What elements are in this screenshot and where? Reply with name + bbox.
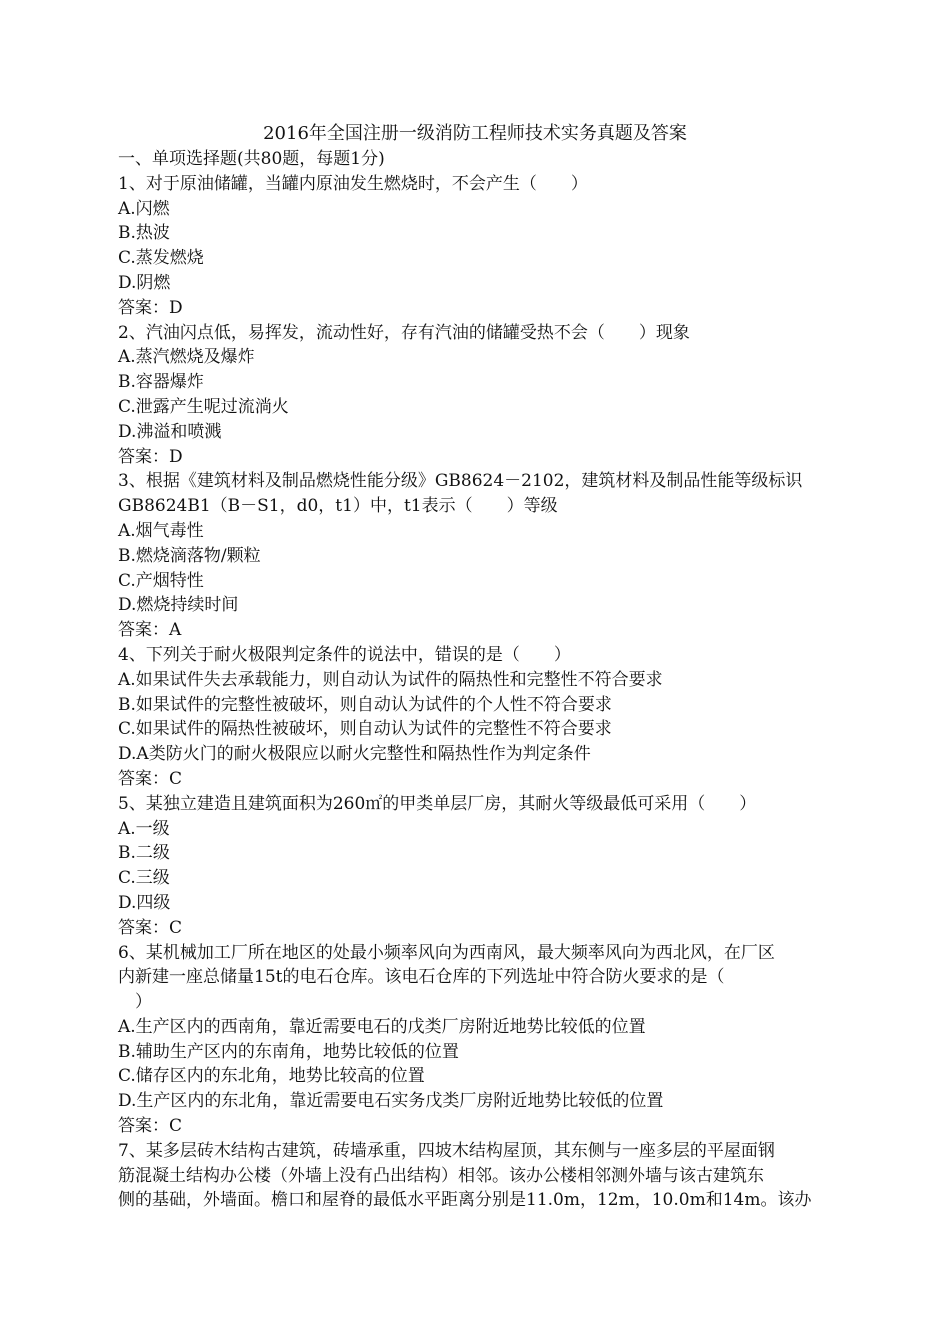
option-a: A.烟气毒性	[118, 520, 204, 541]
option-d: D.阴燃	[118, 272, 171, 293]
option-c: C.产烟特性	[118, 570, 204, 591]
question-stem-line-1: 3、根据《建筑材料及制品燃烧性能分级》GB8624－2102，建筑材料及制品性能等级标识	[118, 471, 803, 492]
answer: 答案：C	[118, 768, 183, 789]
section-heading: 一、单项选择题(共80题，每题1分)	[118, 149, 385, 169]
option-a: A.闪燃	[118, 198, 170, 219]
answer: 答案：C	[118, 917, 183, 938]
option-d: D.A类防火门的耐火极限应以耐火完整性和隔热性作为判定条件	[118, 744, 591, 765]
option-b: B.辅助生产区内的东南角，地势比较低的位置	[118, 1041, 459, 1062]
question-stem: 1、对于原油储罐，当罐内原油发生燃烧时，不会产生（ ）	[118, 173, 588, 194]
option-c: C.泄露产生呢过流淌火	[118, 396, 289, 417]
answer: 答案：A	[118, 620, 182, 641]
option-a: A.一级	[118, 818, 170, 839]
document-body	[118, 147, 840, 1213]
option-a: A.如果试件失去承载能力，则自动认为试件的隔热性和完整性不符合要求	[118, 669, 663, 690]
question-stem: 2、汽油闪点低，易挥发，流动性好，存有汽油的储罐受热不会（ ）现象	[118, 322, 690, 343]
question-7	[118, 1139, 840, 1213]
option-c: C.储存区内的东北角，地势比较高的位置	[118, 1066, 425, 1087]
option-d: D.沸溢和喷溅	[118, 421, 222, 442]
option-a: A.蒸汽燃烧及爆炸	[118, 347, 255, 368]
option-d: D.生产区内的东北角，靠近需要电石实务戊类厂房附近地势比较低的位置	[118, 1091, 664, 1112]
option-b: B.热波	[118, 223, 170, 244]
question-stem-line-2: 内新建一座总储量15t的电石仓库。该电石仓库的下列选址中符合防火要求的是（	[118, 967, 725, 988]
option-b: B.二级	[118, 843, 170, 864]
option-d: D.四级	[118, 892, 171, 913]
question-stem-line-3: 侧的基础，外墙面。檐口和屋脊的最低水平距离分别是11.0m，12m，10.0m和14m。该办	[118, 1190, 812, 1211]
question-3	[118, 469, 840, 643]
answer: 答案：D	[118, 297, 183, 318]
question-stem: 5、某独立建造且建筑面积为260㎡的甲类单层厂房，其耐火等级最低可采用（ ）	[118, 793, 757, 814]
question-stem-line-3: ）	[118, 992, 152, 1013]
question-5	[118, 792, 840, 941]
question-2	[118, 321, 840, 470]
question-stem-line-1: 7、某多层砖木结构古建筑，砖墙承重，四坡木结构屋顶，其东侧与一座多层的平屋面钢	[118, 1140, 775, 1161]
question-1	[118, 172, 840, 321]
option-b: B.燃烧滴落物/颗粒	[118, 545, 261, 566]
question-stem-line-2: GB8624B1（B－S1，d0，t1）中，t1表示（ ）等级	[118, 496, 558, 517]
option-c: C.蒸发燃烧	[118, 248, 204, 269]
option-b: B.容器爆炸	[118, 372, 204, 393]
answer: 答案：C	[118, 1116, 183, 1137]
option-c: C.如果试件的隔热性被破坏，则自动认为试件的完整性不符合要求	[118, 719, 612, 740]
option-b: B.如果试件的完整性被破坏，则自动认为试件的个人性不符合要求	[118, 694, 612, 715]
question-4	[118, 643, 840, 792]
question-6	[118, 941, 840, 1139]
document-title: 2016年全国注册一级消防工程师技术实务真题及答案	[263, 123, 687, 144]
question-stem-line-2: 筋混凝土结构办公楼（外墙上没有凸出结构）相邻。该办公楼相邻测外墙与该古建筑东	[118, 1165, 764, 1186]
option-a: A.生产区内的西南角，靠近需要电石的戊类厂房附近地势比较低的位置	[118, 1016, 646, 1037]
question-stem: 4、下列关于耐火极限判定条件的说法中，错误的是（ ）	[118, 644, 571, 665]
option-c: C.三级	[118, 868, 170, 889]
answer: 答案：D	[118, 446, 183, 467]
option-d: D.燃烧持续时间	[118, 595, 239, 616]
question-stem-line-1: 6、某机械加工厂所在地区的处最小频率风向为西南风，最大频率风向为西北风，在厂区	[118, 942, 775, 963]
